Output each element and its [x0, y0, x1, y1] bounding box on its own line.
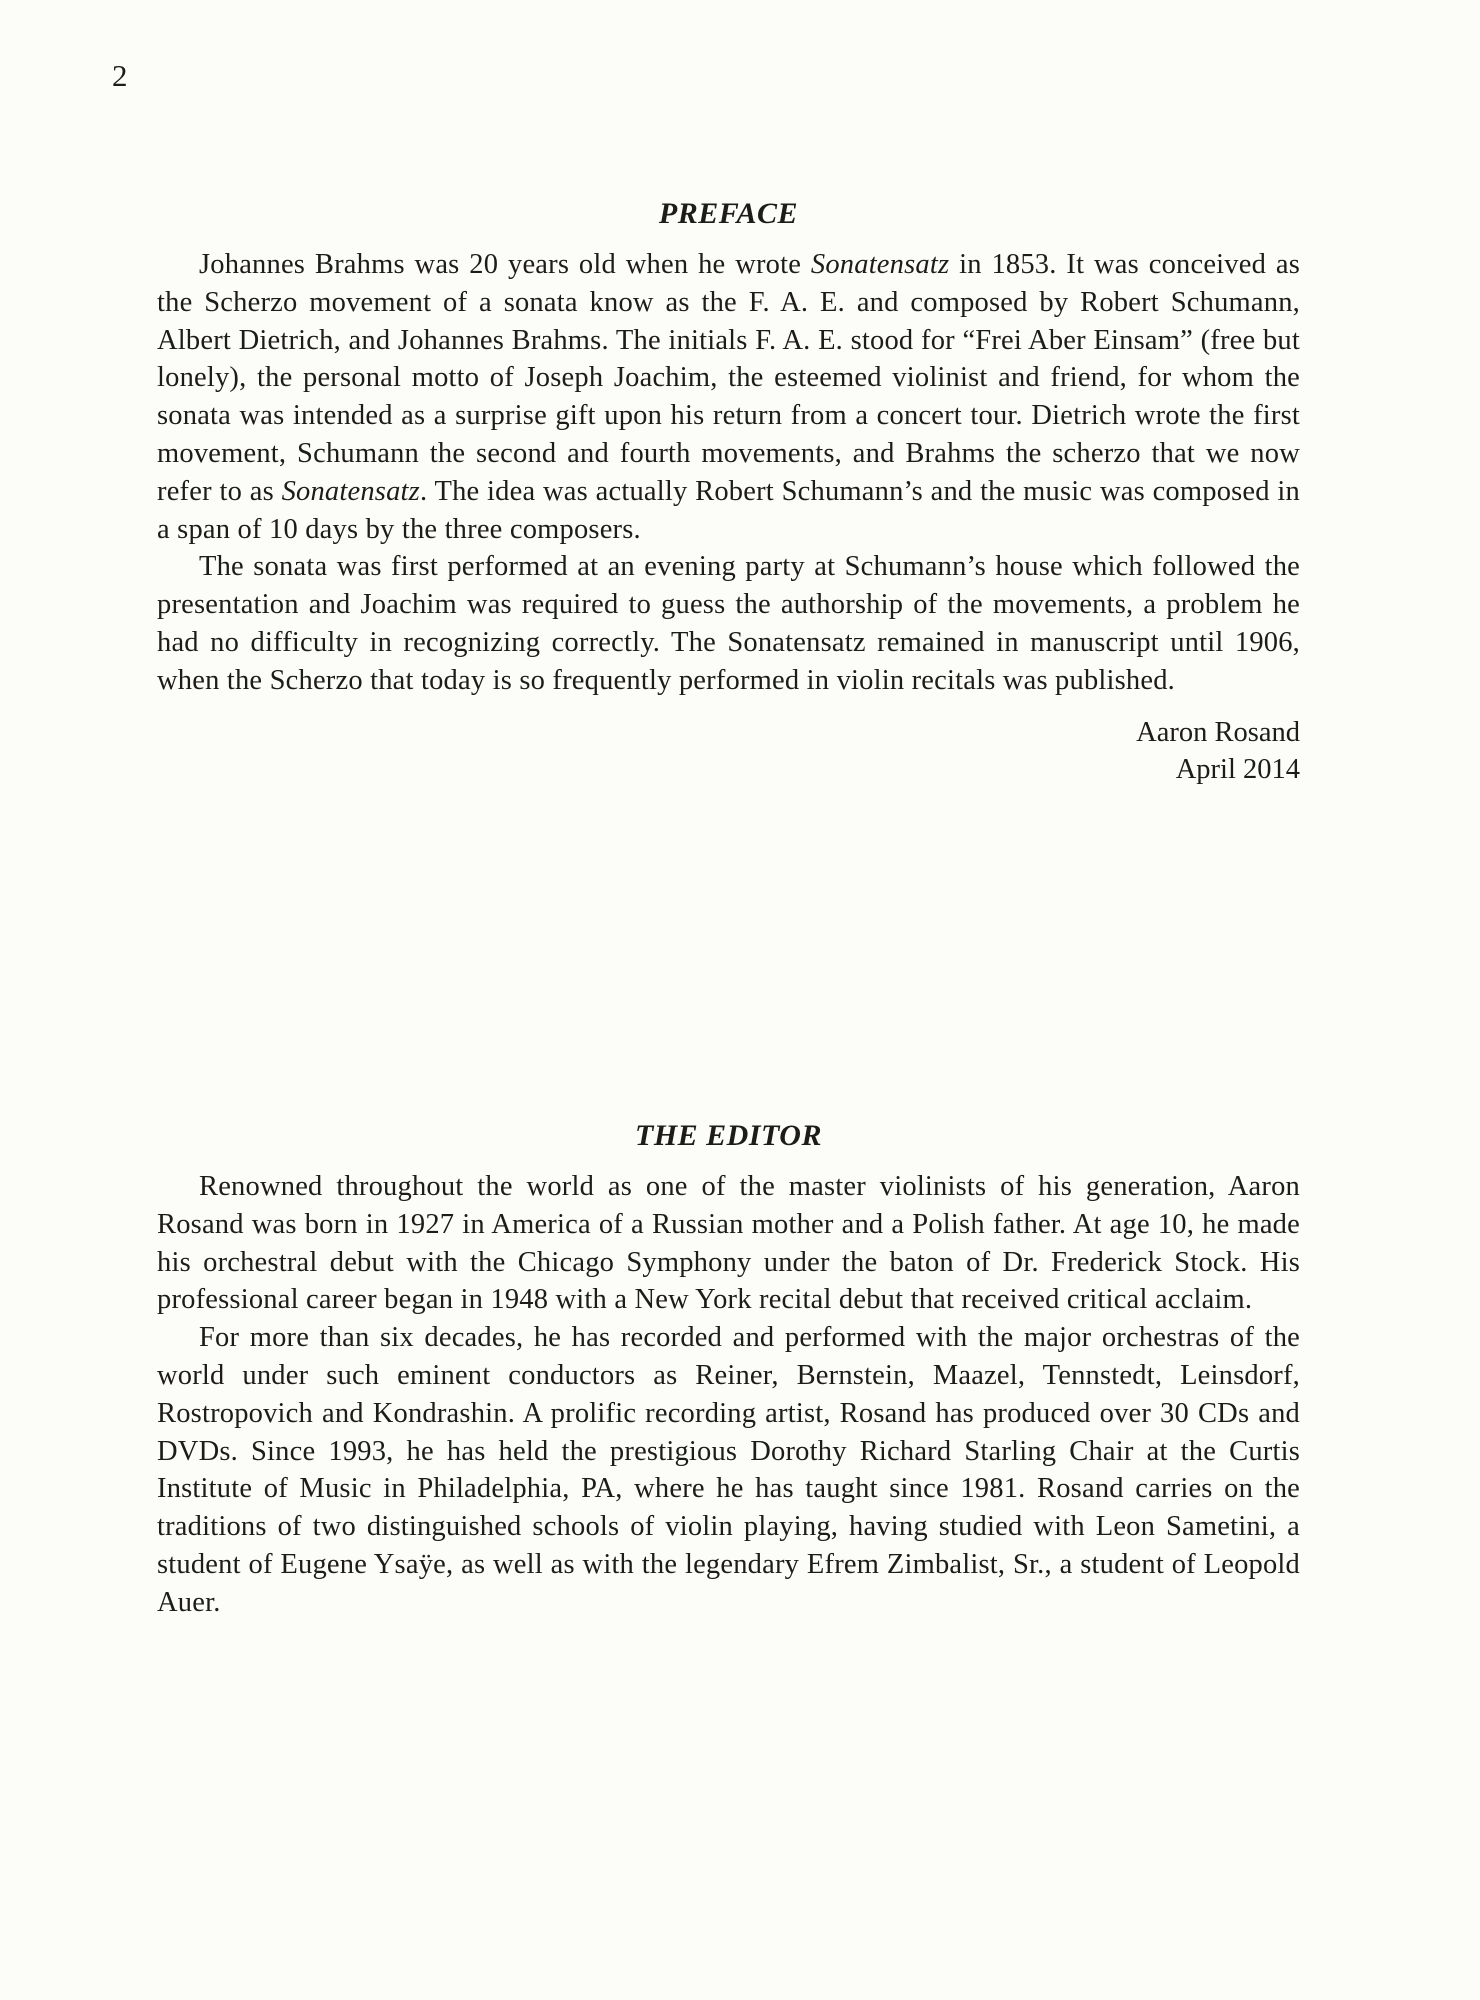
preface-section: [157, 196, 1300, 789]
signature-block: [157, 714, 1300, 789]
editor-section: [157, 1118, 1300, 1622]
editor-paragraph-1: Renowned throughout the world as one of the master violinists of his generation, Aaron Rosand was born in 1927 in America of a Russian mother and a Polish father. At age 10, he made his orchestral debut with the Chicago Symphony under the baton of Dr. Frederick Stock. His professional career began in 1948 with a New York recital debut that received critical acclaim.: [157, 1171, 1300, 1316]
editor-paragraph-2: For more than six decades, he has recorded and performed with the major orchestras of the world under such eminent conductors as Reiner, Bernstein, Maazel, Tennstedt, Leinsdorf, Rostropovich and Kondrashin. A prolific recording artist, Rosand has produced over 30 CDs and DVDs. Since 1993, he has held the prestigious Dorothy Richard Starling Chair at the Curtis Institute of Music in Philadelphia, PA, where he has taught since 1981. Rosand carries on the traditions of two distinguished schools of violin playing, having studied with Leon Sametini, a student of Eugene Ysaÿe, as well as with the legendary Efrem Zimbalist, Sr., a student of Leopold Auer.: [157, 1322, 1300, 1618]
editor-title: THE EDITOR: [635, 1119, 822, 1152]
signature-name: Aaron Rosand: [1136, 716, 1300, 748]
page-number: 2: [112, 58, 128, 93]
preface-text: in 1853. It was conceived as the Scherzo movement of a sonata know as the F. A. E. and composed by Robert Schumann, Albert Dietrich, and Johannes Brahms. The initials F. A. E. stood for “Frei Aber Einsam” (free but lonely), the personal motto of Joseph Joachim, the esteemed violinist and friend, for whom the sonata was intended as a surprise gift upon his return from a concert tour. Dietrich wrote the first movement, Schumann the second and fourth movements, and Brahms the scherzo that we now refer to as: [157, 249, 1300, 507]
work-title: Sonatensatz: [810, 249, 950, 280]
signature-date: April 2014: [1175, 754, 1300, 786]
preface-paragraph-1: [157, 246, 1300, 548]
preface-text: . The idea was actually Robert Schumann’s and the music was composed in a span of 10 days by the three composers.: [157, 475, 1300, 545]
work-title: Sonatensatz: [281, 475, 420, 507]
preface-title: PREFACE: [658, 197, 799, 230]
preface-text: Johannes Brahms was 20 years old when he wrote: [199, 249, 811, 280]
preface-paragraph-2: The sonata was first performed at an evening party at Schumann’s house which followed the presentation and Joachim was required to guess the authorship of the movements, a problem he had no difficulty in recognizing correctly. The Sonatensatz remained in manuscript until 1906, when the Scherzo that today is so frequently performed in violin recitals was published.: [157, 551, 1300, 696]
